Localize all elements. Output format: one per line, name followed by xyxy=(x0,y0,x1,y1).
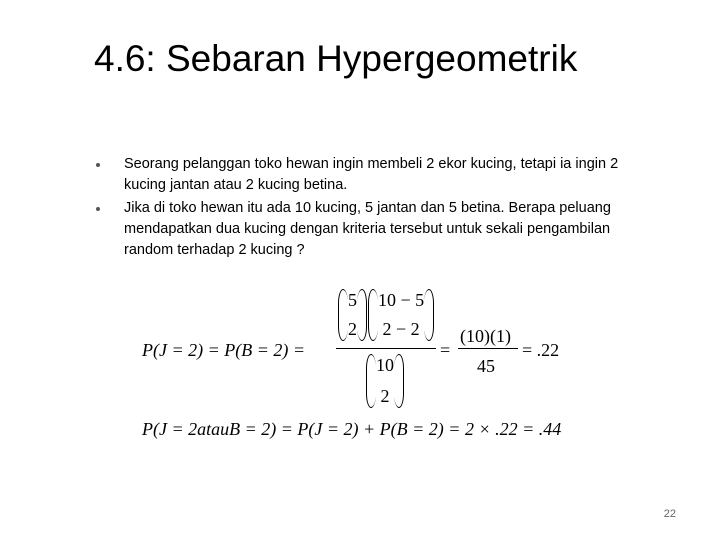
bullet-dot-icon xyxy=(96,163,100,167)
fraction-numerator: (10)(1) xyxy=(460,326,511,346)
right-paren-icon xyxy=(426,289,436,341)
formula-area xyxy=(140,286,640,446)
slide-title: 4.6: Sebaran Hypergeometrik xyxy=(94,38,578,79)
binom-bottom: 2 xyxy=(348,319,357,339)
binom-10-5 xyxy=(366,289,436,341)
formula1-equals: = xyxy=(440,340,451,360)
binom-5-2 xyxy=(336,289,369,341)
fraction-bar xyxy=(458,348,518,349)
right-paren-icon xyxy=(396,354,406,408)
binom-top: 10 − 5 xyxy=(378,290,425,310)
bullet-item xyxy=(96,198,636,261)
page-number: 22 xyxy=(663,508,676,520)
left-paren-icon xyxy=(364,354,374,408)
binom-top: 10 xyxy=(376,355,394,375)
binom-bottom: 2 − 2 xyxy=(382,319,420,339)
binom-10-2 xyxy=(364,354,406,408)
formula1-result: = .22 xyxy=(522,340,560,360)
bullet-text: Jika di toko hewan itu ada 10 kucing, 5 jantan dan 5 betina. Berapa peluang mendapatkan dua kucing dengan kriteria tersebut untuk sekali pengambilan random terhadap 2 kucing ? xyxy=(124,200,611,258)
bullet-item xyxy=(96,154,636,196)
fraction-denominator: 45 xyxy=(477,356,495,376)
bullet-text: Seorang pelanggan toko hewan ingin membeli 2 ekor kucing, tetapi ia ingin 2 kucing jantan atau 2 kucing betina. xyxy=(124,156,619,193)
left-paren-icon xyxy=(336,289,346,341)
fraction-bar xyxy=(336,348,436,349)
formula1-lhs: P(J = 2) = P(B = 2) = xyxy=(142,340,306,360)
binom-top: 5 xyxy=(348,290,357,310)
bullet-list xyxy=(96,154,636,261)
left-paren-icon xyxy=(366,289,376,341)
binom-bottom: 2 xyxy=(380,386,390,406)
formula2: P(J = 2atauB = 2) = P(J = 2) + P(B = 2) = 2 × .22 = .44 xyxy=(142,419,562,439)
bullet-dot-icon xyxy=(96,207,100,211)
